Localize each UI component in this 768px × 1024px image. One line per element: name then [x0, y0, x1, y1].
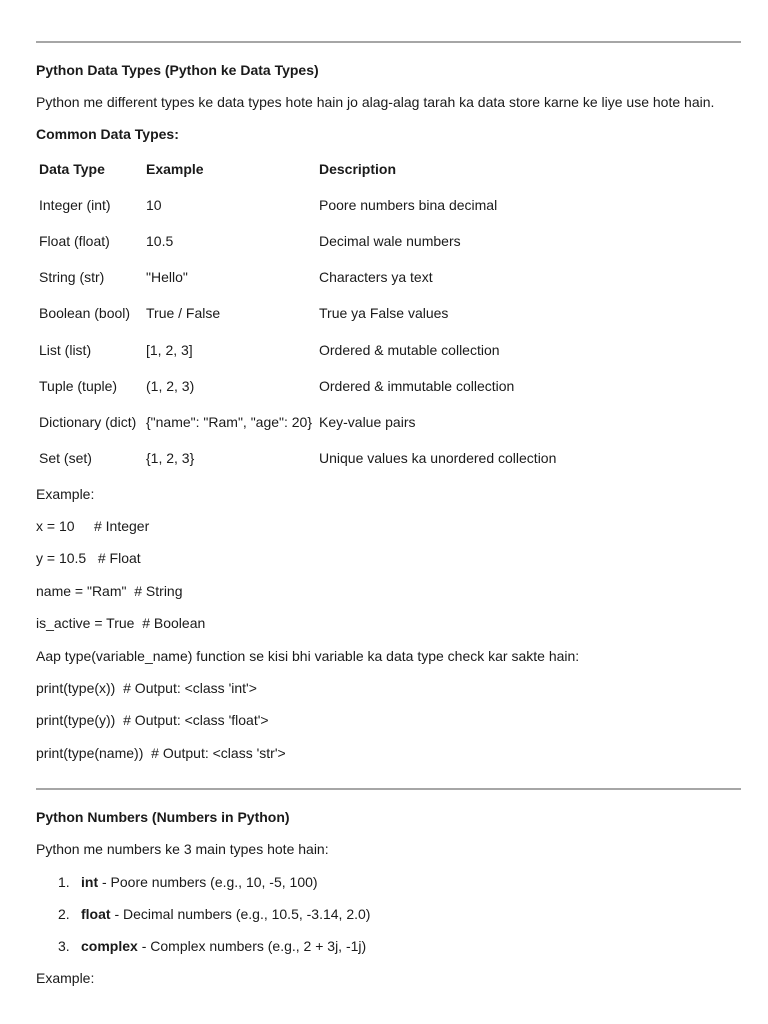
table-cell: Poore numbers bina decimal [319, 197, 498, 213]
table-cell: Set (set) [39, 450, 92, 466]
table-cell: Ordered & mutable collection [319, 342, 500, 358]
table-cell: 10.5 [146, 233, 174, 249]
table-cell: Tuple (tuple) [39, 378, 118, 394]
list-item-text [81, 873, 318, 891]
table-cell: {"name": "Ram", "age": 20} [146, 414, 313, 430]
table-cell: Boolean (bool) [39, 305, 131, 321]
table-header-cell: Data Type [39, 161, 105, 177]
list-number: 2. [58, 906, 70, 922]
table-cell: Float (float) [39, 233, 110, 249]
table-cell: 10 [146, 197, 162, 213]
table-header-cell: Description [319, 161, 397, 177]
intro-paragraph: Python me different types ke data types hote hain jo alag-alag tarah ka data store karne ke liye use hote hain. [36, 94, 715, 110]
table-cell: Characters ya text [319, 269, 433, 285]
code-line: print(type(x)) # Output: <class 'int'> [36, 680, 257, 696]
table-header-cell: Example [146, 161, 204, 177]
table-cell: True / False [146, 305, 221, 321]
table-cell: String (str) [39, 269, 105, 285]
intro-paragraph: Python me numbers ke 3 main types hote hain: [36, 841, 329, 857]
list-number: 1. [58, 874, 70, 890]
horizontal-rule [36, 788, 741, 790]
code-line: print(type(y)) # Output: <class 'float'> [36, 712, 269, 728]
table-cell: Integer (int) [39, 197, 111, 213]
table-cell: Ordered & immutable collection [319, 378, 515, 394]
list-desc: - Complex numbers (e.g., 2 + 3j, -1j) [137, 938, 367, 954]
list-term: int [81, 874, 99, 890]
table-cell: Dictionary (dict) [39, 414, 137, 430]
list-term: float [81, 906, 111, 922]
table-cell: Unique values ka unordered collection [319, 450, 557, 466]
list-number: 3. [58, 938, 70, 954]
example-label: Example: [36, 970, 95, 986]
code-line: print(type(name)) # Output: <class 'str'> [36, 745, 286, 761]
table-cell: Decimal wale numbers [319, 233, 461, 249]
horizontal-rule [36, 41, 741, 43]
table-cell: List (list) [39, 342, 92, 358]
subheading: Common Data Types: [36, 126, 179, 142]
table-cell: (1, 2, 3) [146, 378, 195, 394]
section-heading: Python Numbers (Numbers in Python) [36, 809, 290, 825]
table-cell: True ya False values [319, 305, 449, 321]
code-line: name = "Ram" # String [36, 583, 183, 599]
example-label: Example: [36, 486, 95, 502]
list-item-text [81, 905, 370, 923]
code-line: y = 10.5 # Float [36, 550, 141, 566]
list-item-text [81, 937, 366, 955]
type-note: Aap type(variable_name) function se kisi bhi variable ka data type check kar sakte hain: [36, 648, 580, 664]
section-heading: Python Data Types (Python ke Data Types) [36, 62, 319, 78]
list-term: complex [81, 938, 138, 954]
table-cell: Key-value pairs [319, 414, 416, 430]
code-line: is_active = True # Boolean [36, 615, 206, 631]
list-desc: - Decimal numbers (e.g., 10.5, -3.14, 2.0) [110, 906, 371, 922]
table-cell: [1, 2, 3] [146, 342, 193, 358]
code-line: x = 10 # Integer [36, 518, 150, 534]
table-cell: {1, 2, 3} [146, 450, 195, 466]
table-cell: "Hello" [146, 269, 188, 285]
list-desc: - Poore numbers (e.g., 10, -5, 100) [98, 874, 318, 890]
